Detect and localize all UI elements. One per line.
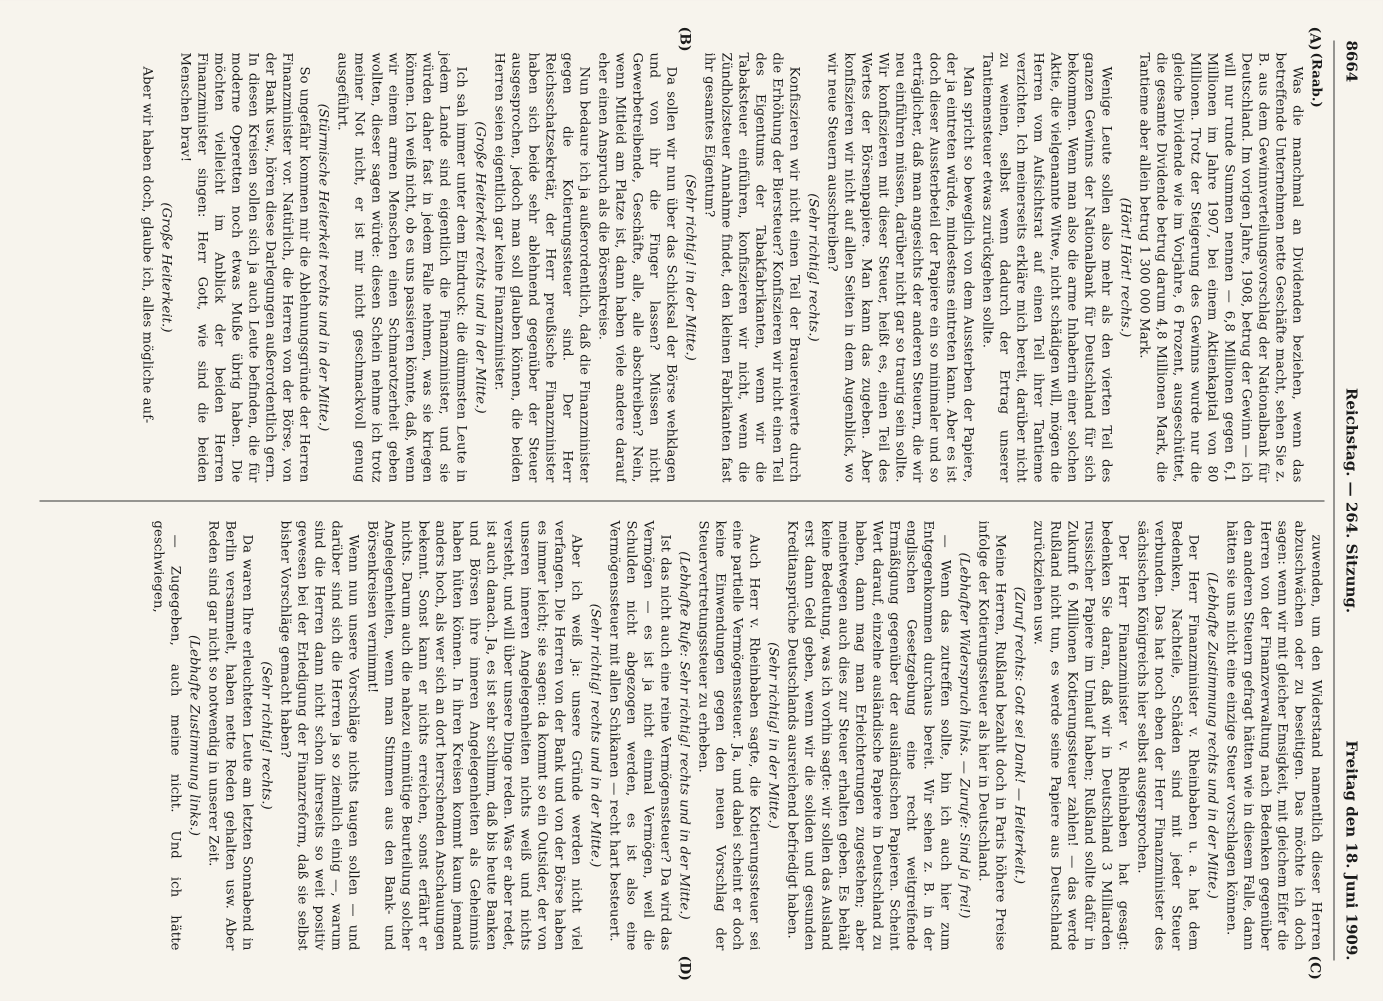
interjection: (Lebhafter Widerspruch links. — Zurufe: Sind ja frei!) (956, 552, 972, 919)
paragraph: Wenige Leute sollen also mehr als den vierten Teil des ganzen Gewinns der Nationalbank für Deutschland für sich bekommen. Wenn man also die arme Inhaberin einer solchen Aktie, die vielgenannte Witwe, nicht schädigen will, mögen die Herren vom Aufsichtsrat auf einen Teil ihrer Tantieme verzichten. Ich meinerseits erkläre mich bereit, darüber nicht zu weinen, selbst wenn dadurch der Ertrag unserer Tantiemensteuer etwas zurückgehen sollte. (979, 52, 1114, 483)
paragraph: Meine Herren, Rußland bezahlt doch in Paris höhere Preise infolge der Kotierungssteuer als hier in Deutschland. (975, 520, 1008, 951)
paragraph: Da waren Ihre erleuchteten Leute am letzten Sonnabend in Berlin versammelt, haben nette Reden gehalten usw. Aber Reden sind gar nicht so notwendig in unserer Zeit. (205, 520, 255, 951)
paragraph: Konfiszieren wir nicht einen Teil der Brauereiwerte durch die Erhöhung der Biersteuer? Konfiszieren wir nicht einen Teil des Eigentums der Tabakfabrikanten, wenn wir die Tabaksteuer einführen, konfiszieren wir nicht, wenn die Zündholzsteuer Annahme findet, den kleinen Fabrikanten fast ihr gesamtes Eigentum? (701, 52, 802, 483)
interjection: (Stürmische Heiterkeit rechts und in der Mitte.) (315, 103, 331, 432)
interjection: (Lebhafte Zustimmung rechts und in der Mitte.) (1204, 572, 1220, 899)
paragraph: — Wenn das zutreffen sollte, bin ich auch hier zum Entgegenkommen durchaus bereit. Wir sehen z. B. in der englischen Gesetzgebung eine recht weitgreifende Ermäßigung gegenüber der ausländischen Papieren. Scheint Wert darauf, einzelne ausländische Papiere in Deutschland zu haben, dann mag man Erleichterungen zugestehen; aber meinetwegen auch dies zur Steuer erhalten geben. Es behält keine Bedeutung, was ich vorhin sagte: wir sollen das Ausland erst dann Geld geben, wenn wir die soliden und gesunden Kreditansprüche Deutschlands ausreichend befriedigt haben. (784, 520, 953, 951)
page-header (1339, 41, 1365, 961)
paragraph: Nun bedaure ich ja außerordentlich, daß die Finanzminister gegen die Kotierungssteuer sind. Der Herr Reichsschatzsekretär, der Herr preußische Finanzminister haben sich beide sehr ablehnend gegenüber der Steuer ausgesprochen, jedoch man soll glauben können, die beiden Herren seien eigentlich gar keine Finanzminister. (491, 52, 592, 483)
interjection: (Sehr richtig! rechts.) (258, 661, 274, 810)
interjection: (Sehr richtig! in der Mitte.) (765, 642, 781, 829)
paragraph: Aber wir haben doch, glaube ich, alles mögliche auf- (139, 66, 155, 424)
paragraph: Wenn nun unsere Vorschläge nichts taugen sollen — und darüber sind sich die Herren ja so ziemlich einig —, warum sind die Herren dann nicht schon ihrerseits so weit positiv gewesen bei der Erledigung der Finanzreform, daß sie selbst bisher Vorschläge gemacht haben? (277, 520, 361, 951)
interjection: (Sehr richtig! rechts.) (805, 193, 821, 342)
margin-marker-d: (D) (676, 955, 693, 981)
left-column (40, 53, 1325, 483)
interjection: (Sehr richtig! rechts und in der Mitte.) (587, 603, 603, 868)
paragraph: Man spricht so beweglich von dem Aussterben der Papiere, der ja eintreten würde, mindestens eintreten kann. Aber es ist doch dieser Aussterbeteil der Papiere ein so minimaler und so erträglicher, daß man angesichts der anderen Steuern, die wir neu einführen müssen, darüber nicht gar so traurig sein sollte. Wir konfiszieren mit dieser Steuer, heißt es, einen Teil des Wertes der Börsenpapiere. Man kann das zugeben. Aber konfiszieren wir nicht auf allen Seiten in dem Augenblick, wo wir neue Steuern ausschreiben? (824, 52, 976, 483)
paragraph: Ich sah immer unter dem Eindruck: die dümmsten Leute in jedem Lande sind eigentlich die Finanzminister, und sie würden daher fast in jedem Falle nehmen, was sie kriegen können. Ich weiß nicht, ob es uns passieren könnte, daß, wenn wir einem armen Menschen einen Schmarotzerheit geben wollten, dieser sagen würde: diesen Schein nehme ich trotz meiner Not nicht, er ist mir nicht geschmackvoll genug ausgeführt. (334, 52, 469, 483)
column-divider (40, 501, 1325, 502)
right-column (40, 521, 1325, 951)
interjection: (Lebhafte Rufe: Sehr richtig! rechts und in der Mitte.) (676, 551, 692, 920)
paragraph: Auch Herr v. Rheinbaben sagte, die Kotierungssteuer sei eine partielle Vermögenssteuer. Ja, und dabei scheint er doch keine Einwendungen gegen den neuen Vorschlag der Steuervertretungssteuer zu erheben. (695, 520, 762, 951)
margin-marker-c: (C) (1306, 955, 1323, 980)
paragraph: Ist das nicht auch eine reine Vermögenssteuer? Da wird das Vermögen — es ist ja nicht einmal Vermögen, weil die Schulden nicht abgezogen werden, es ist also eine Vermögenssteuer mit allen Schikanen — recht hart besteuert. (606, 520, 673, 951)
paragraph: Der Herr Finanzminister v. Rheinbaben hat gesagt: bedenken Sie daran, daß wir in Deutschland 3 Milliarden russischer Papiere im Umlauf haben; Rußland sollte dafür in Zukunft 6 Millionen Kotierungssteuer zahlen! — das werde Rußland nicht tun, es werde seine Papiere aus Deutschland zurückziehen usw. (1030, 520, 1131, 951)
header-rule (1334, 41, 1335, 961)
margin-marker-b: (B) (676, 26, 693, 52)
rotated-page (0, 1, 1383, 1001)
page-title: Reichstag. — 264. Sitzung. (1342, 387, 1361, 614)
paragraph: — Zugegeben, auch meine nicht. Und ich hätte geschwiegen, (150, 520, 183, 951)
paragraph: Da sollen wir nun über das Schicksal der Börse wehklagen und von ihr die Finger lassen? Müssen nicht Gewerbetreibende, Geschäfte, alle, alle abschreiben? Nein, wenn Mitleid am Platze ist, dann haben viele andere darauf eher einen Anspruch als die Börsenkreise. (595, 52, 679, 483)
paragraph: Der Herr Finanzminister v. Rheinbaben u. a. hat dem Bedenken, Nachteile, Schäden sind mit jeder Steuer verbunden. Das hat noch eben der Herr Finanzminister des sächsischen Königreichs hier selbst ausgesprochen. (1134, 520, 1201, 951)
paragraph: So ungefähr kommen mir die Ablehnungsgründe der Herren Finanzminister vor. Natürlich, die Herren von der Börse, von der Bank usw., hören diese Darlegungen außerordentlich gern. In diesen Kreisen sollen sich ja auch Leute befinden, die für moderne Operetten noch etwas Muße übrig haben. Die möchten vielleicht im Anblick der beiden Herren Finanzminister singen: Herr Gott, wie sind die beiden Menschen brav! (177, 52, 312, 483)
interjection: (Hört! Hört! rechts.) (1117, 197, 1133, 338)
paragraph: Was die manchmal an Dividenden beziehen, wenn das betreffende Unternehmen nette Geschäfte macht, sehen Sie z. B. aus dem Gewinnverteilungsvorschlag der Nationalbank für Deutschland. Im vorigen Jahre, 1908, betrug der Gewinn — ich will nur runde Summen nennen — 6,8 Millionen gegen 6,1 Millionen im Jahre 1907, bei einem Aktienkapital von 80 Millionen. Trotz der Steigerung des Gewinns wurde nur die gleiche Dividende wie im Vorjahre, 6 Prozent, ausgeschüttet, die gesamte Dividende betrug darum 4,8 Millionen Mark, die Tantieme aber allein betrug 1 300 000 Mark. (1136, 52, 1305, 483)
interjection: (Sehr richtig! in der Mitte.) (682, 174, 698, 361)
interjection: (Lebhafte Zustimmung links.) (186, 634, 202, 837)
margin-marker-a: (A) (1306, 26, 1323, 51)
interjection: (Große Heiterkeit.) (158, 202, 174, 333)
paragraph: zuwenden, um den Widerstand namentlich dieser Herren abzuschwächen oder zu beseitigen. Das möchte ich doch sagen: wenn wir mit gleicher Emsigkeit, mit gleichem Eifer die Herren von der Finanzverwaltung nach Bedenken gegenüber den anderen Steuern gefragt hätten wie in diesem Falle, dann hätten sie uns nicht eine einzige Steuer vorschlagen können. (1223, 520, 1324, 951)
interjection: (Zuruf rechts: Gott sei Dank! — Heiterkeit.) (1011, 586, 1027, 885)
page-number: 8664 (1342, 40, 1361, 83)
speaker-name: (Raab.) (1308, 52, 1324, 108)
interjection: (Große Heiterkeit rechts und in der Mitte.) (472, 121, 488, 414)
paragraph: Aber ich weiß ja: unsere Gründe werden nicht viel verfangen. Die Herren von der Bank und von der Börse haben es immer leicht; sie sagen: da kommt so ein Outsider, der von unseren inneren Angelegenheiten nichts weiß und nichts versteht, und will über unsere Dinge reden. Was er aber redet, ist auch danach. Ja, es ist sehr schlimm, daß bis heute Banken und Börsen ihre inneren Angelegenheiten als Geheimnis haben hüten können. In ihren Kreisen kommt kaum jemand anders hoch, als wer sich an dort herrschenden Anschauungen bekennt. Sonst kann er nichts erreichen, sonst erfährt er nichts. Darum auch die nahezu einmütige Beurteilung solcher Angelegenheiten, wenn man Stimmen aus den Bank- und Börsenkreisen vernimmt! (364, 520, 584, 951)
page-date: Freitag den 18. Juni 1909. (1342, 740, 1361, 961)
